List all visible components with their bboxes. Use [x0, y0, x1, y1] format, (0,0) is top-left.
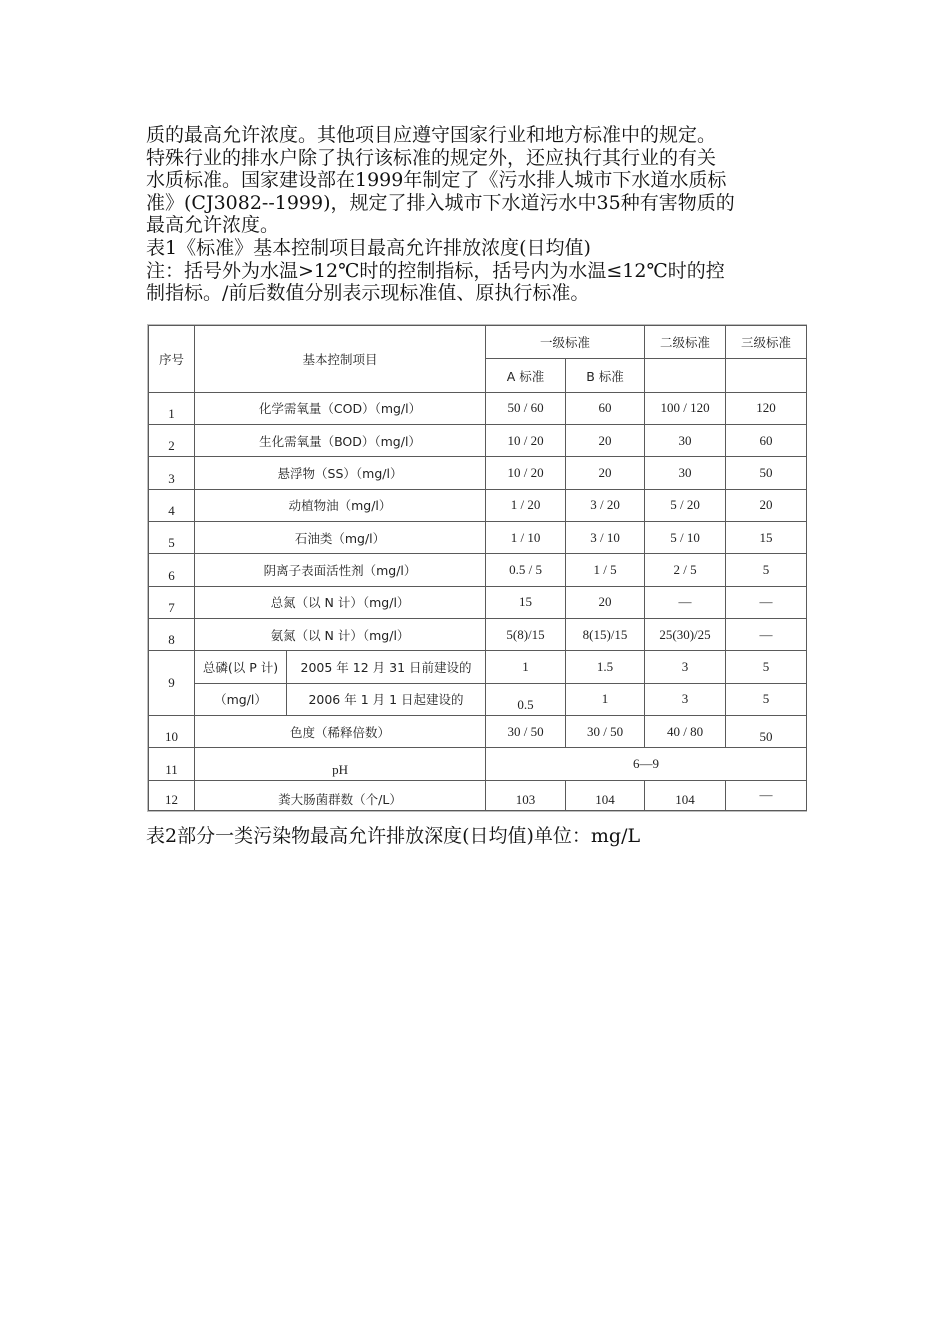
cell-grade3: 50: [726, 715, 807, 747]
cell-grade1-a: 1 / 10: [486, 522, 566, 554]
cell-grade1-a: 15: [486, 586, 566, 618]
cell-grade3: 5: [726, 554, 807, 586]
cell-grade1-a: 10 / 20: [486, 457, 566, 489]
row-seq: 2: [149, 425, 195, 457]
table-row: [149, 457, 807, 489]
text-line: 准》(CJ3082--1999)，规定了排入城市下水道污水中35种有害物质的: [146, 191, 735, 214]
cell-grade2: 30: [645, 457, 726, 489]
cell-grade2: 25(30)/25: [645, 618, 726, 650]
cell-grade1-a: 5(8)/15: [486, 618, 566, 650]
header-item: 基本控制项目: [195, 326, 486, 393]
row-seq: 8: [149, 618, 195, 650]
cell-grade3: 20: [726, 489, 807, 521]
row-seq: 5: [149, 522, 195, 554]
row-seq: 4: [149, 489, 195, 521]
table1-note: 注：括号外为水温>12℃时的控制指标，括号内为水温≤12℃时的控: [146, 259, 725, 282]
text-line: 特殊行业的排水户除了执行该标准的规定外，还应执行其行业的有关: [146, 146, 717, 169]
table-row: [149, 780, 807, 810]
cell-grade3: 5: [726, 651, 807, 683]
cell-grade1-a: 0.5 / 5: [486, 554, 566, 586]
table-row: [149, 618, 807, 650]
cell-grade3: 60: [726, 425, 807, 457]
cell-grade1-a: 103: [486, 780, 566, 810]
row-item: 色度（稀释倍数）: [195, 715, 486, 747]
cell-grade3: —: [726, 780, 807, 810]
cell-grade1-b: 3 / 20: [566, 489, 645, 521]
cell-grade1-a: 50 / 60: [486, 392, 566, 424]
cell-grade2: 3: [645, 683, 726, 715]
cell-grade1-b: 20: [566, 425, 645, 457]
header-grade3: 三级标准: [726, 326, 807, 359]
cell-grade1-b: 1 / 5: [566, 554, 645, 586]
table-row: [149, 586, 807, 618]
intro-text: [146, 124, 816, 305]
standard-table-image: [147, 324, 807, 812]
row-seq: 1: [149, 392, 195, 424]
row-subitem: 2006 年 1 月 1 日起建设的: [287, 683, 486, 715]
cell-grade2: 100 / 120: [645, 392, 726, 424]
row-seq: 3: [149, 457, 195, 489]
row-item: 化学需氧量（COD）（mg/l）: [195, 392, 486, 424]
row-seq: 9: [149, 651, 195, 716]
cell-grade3: —: [726, 586, 807, 618]
header-grade1-a: A 标准: [486, 359, 566, 392]
row-seq: 11: [149, 748, 195, 780]
row-item: 悬浮物（SS）（mg/l）: [195, 457, 486, 489]
row-item: 粪大肠菌群数（个/L）: [195, 780, 486, 810]
cell-grade2: 3: [645, 651, 726, 683]
cell-grade3: —: [726, 618, 807, 650]
row-item-phosphorus-line2: （mg/l）: [195, 683, 287, 715]
cell-grade2: 5 / 10: [645, 522, 726, 554]
row-item: 动植物油（mg/l）: [195, 489, 486, 521]
cell-grade1-b: 20: [566, 586, 645, 618]
row-subitem: 2005 年 12 月 31 日前建设的: [287, 651, 486, 683]
cell-grade2: 40 / 80: [645, 715, 726, 747]
row-item: 生化需氧量（BOD）（mg/l）: [195, 425, 486, 457]
table-row: [149, 392, 807, 424]
table-row: [149, 715, 807, 747]
table-row: [149, 522, 807, 554]
cell-grade2: 2 / 5: [645, 554, 726, 586]
table-row: [149, 554, 807, 586]
cell-grade1-b: 1: [566, 683, 645, 715]
header-grade2-empty: [645, 359, 726, 392]
cell-grade1-a: 1 / 20: [486, 489, 566, 521]
table2-caption: 表2部分一类污染物最高允许排放深度(日均值)单位：mg/L: [146, 825, 641, 847]
row-item: 总氮（以 N 计）（mg/l）: [195, 586, 486, 618]
table-row: [149, 651, 807, 683]
table-row: [149, 489, 807, 521]
row-item-phosphorus-line1: 总磷(以 P 计): [195, 651, 287, 683]
row-item: pH: [195, 748, 486, 780]
text-line: 质的最高允许浓度。其他项目应遵守国家行业和地方标准中的规定。: [146, 124, 717, 146]
text-line: 最高允许浓度。: [146, 214, 280, 237]
cell-ph-range: 6—9: [486, 748, 807, 780]
header-grade2: 二级标准: [645, 326, 726, 359]
header-grade1-b: B 标准: [566, 359, 645, 392]
cell-grade3: 15: [726, 522, 807, 554]
cell-grade1-b: 1.5: [566, 651, 645, 683]
table-row: [149, 683, 807, 715]
cell-grade1-a: 1: [486, 651, 566, 683]
cell-grade1-a: 0.5: [486, 683, 566, 715]
cell-grade2: 5 / 20: [645, 489, 726, 521]
cell-grade1-a: 10 / 20: [486, 425, 566, 457]
cell-grade1-b: 20: [566, 457, 645, 489]
table-row: [149, 748, 807, 780]
text-line: 水质标准。国家建设部在1999年制定了《污水排人城市下水道水质标: [146, 169, 727, 192]
cell-grade3: 120: [726, 392, 807, 424]
cell-grade2: —: [645, 586, 726, 618]
header-seq: 序号: [149, 326, 195, 393]
table-row: [149, 425, 807, 457]
cell-grade1-b: 3 / 10: [566, 522, 645, 554]
row-item: 石油类（mg/l）: [195, 522, 486, 554]
cell-grade1-b: 8(15)/15: [566, 618, 645, 650]
table1-caption: 表1《标准》基本控制项目最高允许排放浓度(日均值): [146, 236, 591, 259]
cell-grade1-b: 30 / 50: [566, 715, 645, 747]
cell-grade1-b: 104: [566, 780, 645, 810]
cell-grade1-b: 60: [566, 392, 645, 424]
header-grade3-empty: [726, 359, 807, 392]
row-seq: 12: [149, 780, 195, 810]
row-seq: 7: [149, 586, 195, 618]
row-seq: 10: [149, 715, 195, 747]
cell-grade3: 5: [726, 683, 807, 715]
standard-table: [148, 325, 807, 811]
cell-grade1-a: 30 / 50: [486, 715, 566, 747]
table1-note: 制指标。/前后数值分别表示现标准值、原执行标准。: [146, 282, 590, 305]
header-grade1: 一级标准: [486, 326, 645, 359]
cell-grade3: 50: [726, 457, 807, 489]
cell-grade2: 104: [645, 780, 726, 810]
row-item: 阴离子表面活性剂（mg/l）: [195, 554, 486, 586]
row-item: 氨氮（以 N 计）（mg/l）: [195, 618, 486, 650]
row-seq: 6: [149, 554, 195, 586]
cell-grade2: 30: [645, 425, 726, 457]
